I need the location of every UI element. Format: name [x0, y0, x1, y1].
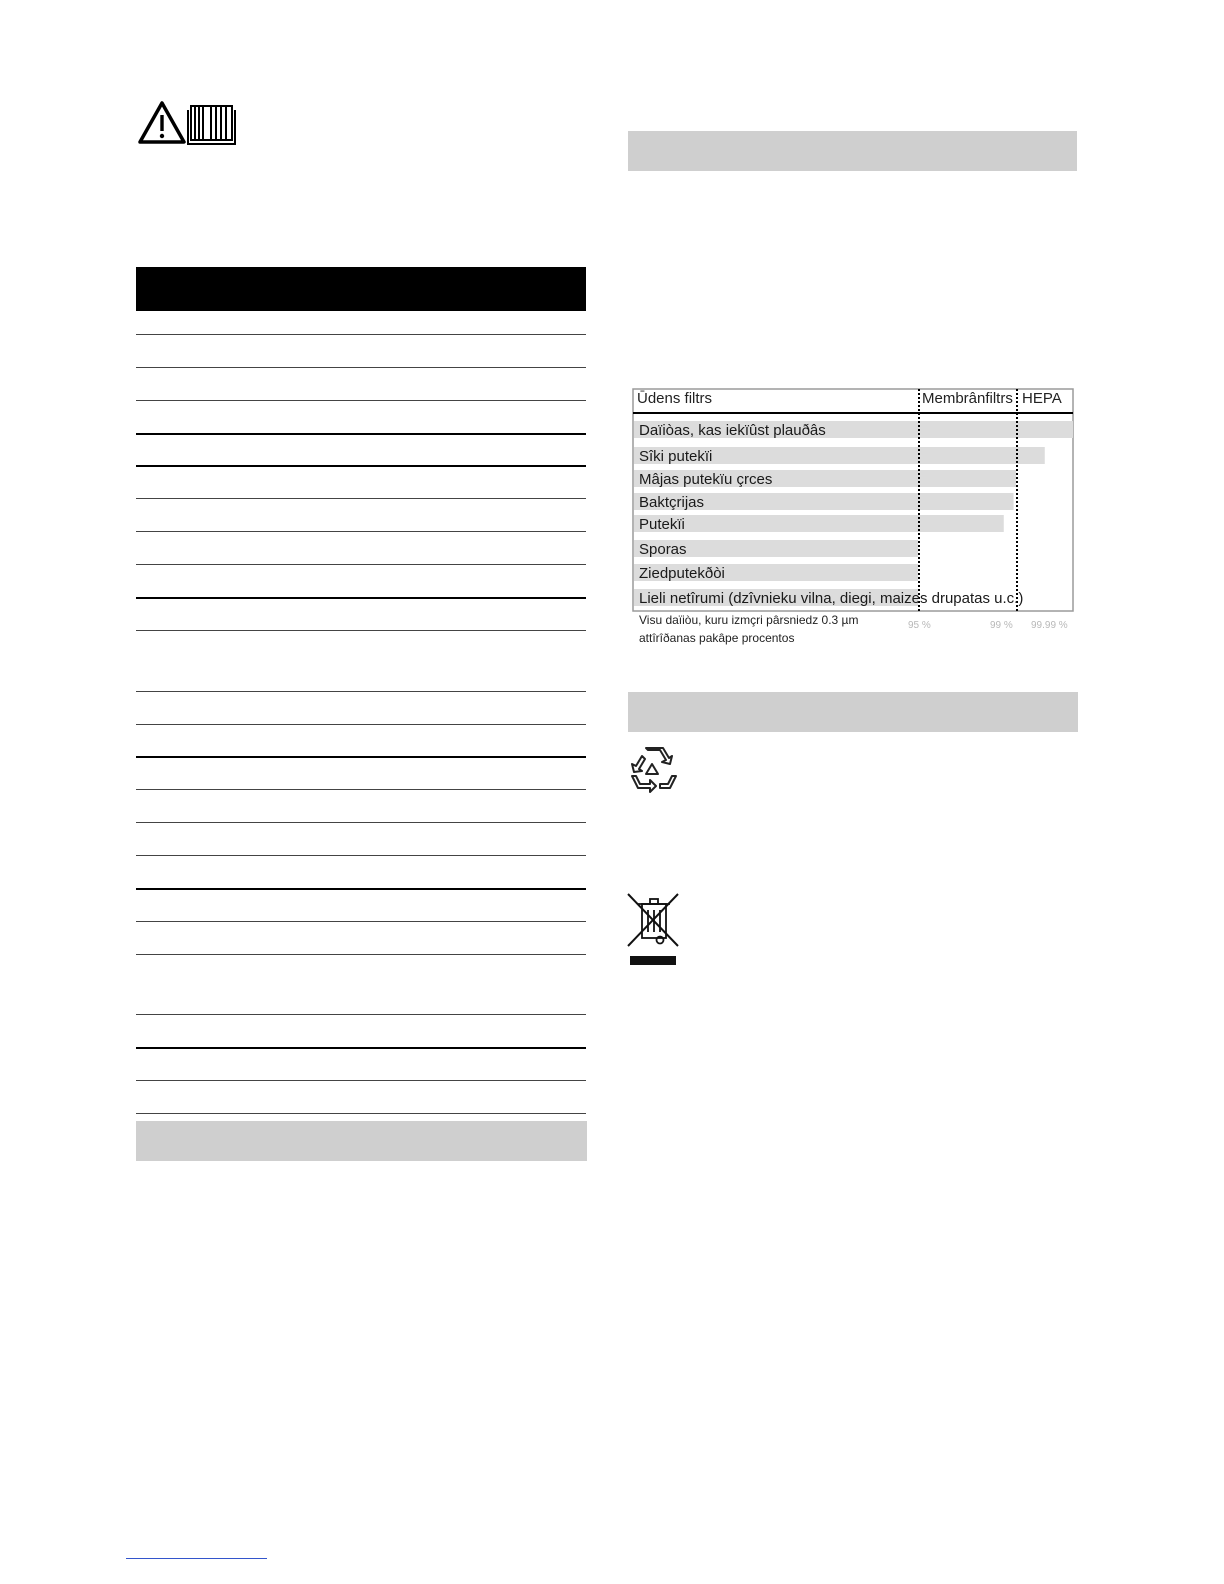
table-row [136, 724, 586, 725]
crossed-out-bin-icon [626, 892, 682, 968]
chart-bar [634, 515, 1004, 532]
chart-category-label: Daïiòas, kas iekïûst plauðâs [639, 422, 826, 439]
chart-category-label: Sîki putekïi [639, 448, 713, 465]
section-heading-bar [628, 692, 1078, 732]
table-row [136, 433, 586, 435]
section-heading-bar [136, 1121, 587, 1161]
table-row [136, 954, 586, 955]
table-row [136, 564, 586, 565]
table-row [136, 1047, 586, 1049]
table-row [136, 465, 586, 467]
chart-category-label: Ziedputekðòi [639, 565, 725, 582]
warning-triangle-icon [140, 103, 184, 142]
chart-category-label: Sporas [639, 541, 687, 558]
table-row [136, 756, 586, 758]
open-book-icon [188, 106, 235, 144]
chart-category-label: Lieli netîrumi (dzîvnieku vilna, diegi, maizes drupatas u.c.) [639, 590, 1024, 607]
chart-footnote-line1: Visu daïiòu, kuru izmçri pârsniedz 0.3 µm [639, 613, 859, 627]
table-row [136, 1014, 586, 1015]
table-row [136, 630, 586, 631]
table-row [136, 531, 586, 532]
column-header-water: Ūdens filtrs [637, 390, 713, 407]
chart-category-label: Putekïi [639, 516, 685, 533]
recycle-icon [628, 746, 680, 796]
filter-chart-svg [630, 387, 1076, 657]
chart-category-label: Mâjas putekïu çrces [639, 471, 773, 488]
table-row [136, 822, 586, 823]
column-header-membrane: Membrânfiltrs [922, 390, 1013, 407]
warning-manual-icons [138, 100, 238, 146]
chart-category-label: Baktçrijas [639, 494, 705, 511]
table-row [136, 367, 586, 368]
section-heading-bar [628, 131, 1077, 171]
column-header-hepa: HEPA [1022, 390, 1062, 407]
table-row [136, 1080, 586, 1081]
axis-tick-label: 99 % [990, 620, 1013, 631]
spec-table-header [136, 267, 586, 311]
filter-chart [630, 387, 1076, 657]
chart-footnote-line2: attîrîðanas pakâpe procentos [639, 631, 795, 645]
table-row [136, 691, 586, 692]
spec-table [136, 267, 586, 311]
table-row [136, 855, 586, 856]
axis-tick-label: 95 % [908, 620, 931, 631]
table-row [136, 789, 586, 790]
axis-tick-label: 99.99 % [1031, 620, 1068, 631]
table-row [136, 921, 586, 922]
table-row [136, 400, 586, 401]
table-row [136, 498, 586, 499]
table-row [136, 597, 586, 599]
table-row [136, 334, 586, 335]
footer-underline [126, 1558, 267, 1559]
table-row [136, 1113, 586, 1114]
table-row [136, 888, 586, 890]
